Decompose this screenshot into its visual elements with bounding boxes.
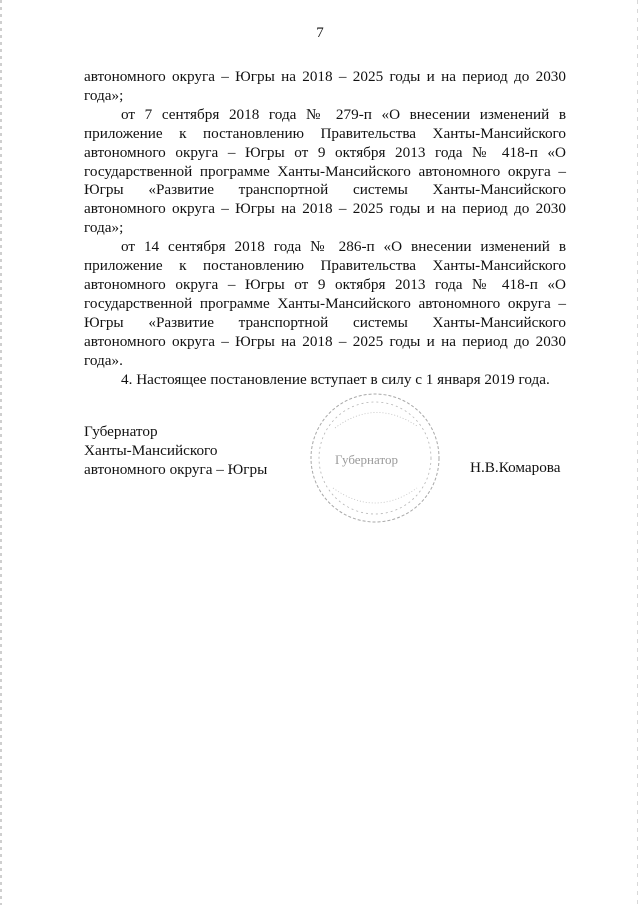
paragraph-continuation: автономного округа – Югры на 2018 – 2025 годы и на период до 2030 года»; [84, 68, 566, 104]
signature-title-line: автономного округа – Югры [84, 460, 268, 478]
signature-title-line: Ханты-Мансийского [84, 441, 218, 459]
page-number: 7 [316, 25, 324, 41]
document-body [84, 68, 566, 389]
paragraph-amendment-286: от 14 сентября 2018 года № 286-п «О внесении изменений в приложение к постановлению Правительства Ханты-Мансийского автономного округа – Югры от 9 октября 2013 года № 418-п «О государственной программе Ханты-Мансийского автономного округа – Югры «Развитие транспортной системы Ханты-Мансийского автономного округа – Югры на 2018 – 2025 годы и на период до 2030 года». [84, 238, 566, 369]
scan-left-edge [0, 0, 2, 905]
official-seal [305, 388, 445, 528]
paragraph-amendment-279: от 7 сентября 2018 года № 279-п «О внесении изменений в приложение к постановлению Правительства Ханты-Мансийского автономного округа – Югры от 9 октября 2013 года № 418-п «О государственной программе Ханты-Мансийского автономного округа – Югры «Развитие транспортной системы Ханты-Мансийского автономного округа – Югры на 2018 – 2025 годы и на период до 2030 года»; [84, 105, 566, 237]
signature-block [84, 423, 267, 480]
signatory-name: Н.В.Комарова [470, 459, 561, 476]
seal-text: Губернатор [335, 452, 398, 467]
paragraph-effective-date: 4. Настоящее постановление вступает в силу с 1 января 2019 года. [121, 370, 550, 388]
signature-title-line: Губернатор [84, 423, 158, 440]
scan-right-edge [637, 0, 638, 905]
